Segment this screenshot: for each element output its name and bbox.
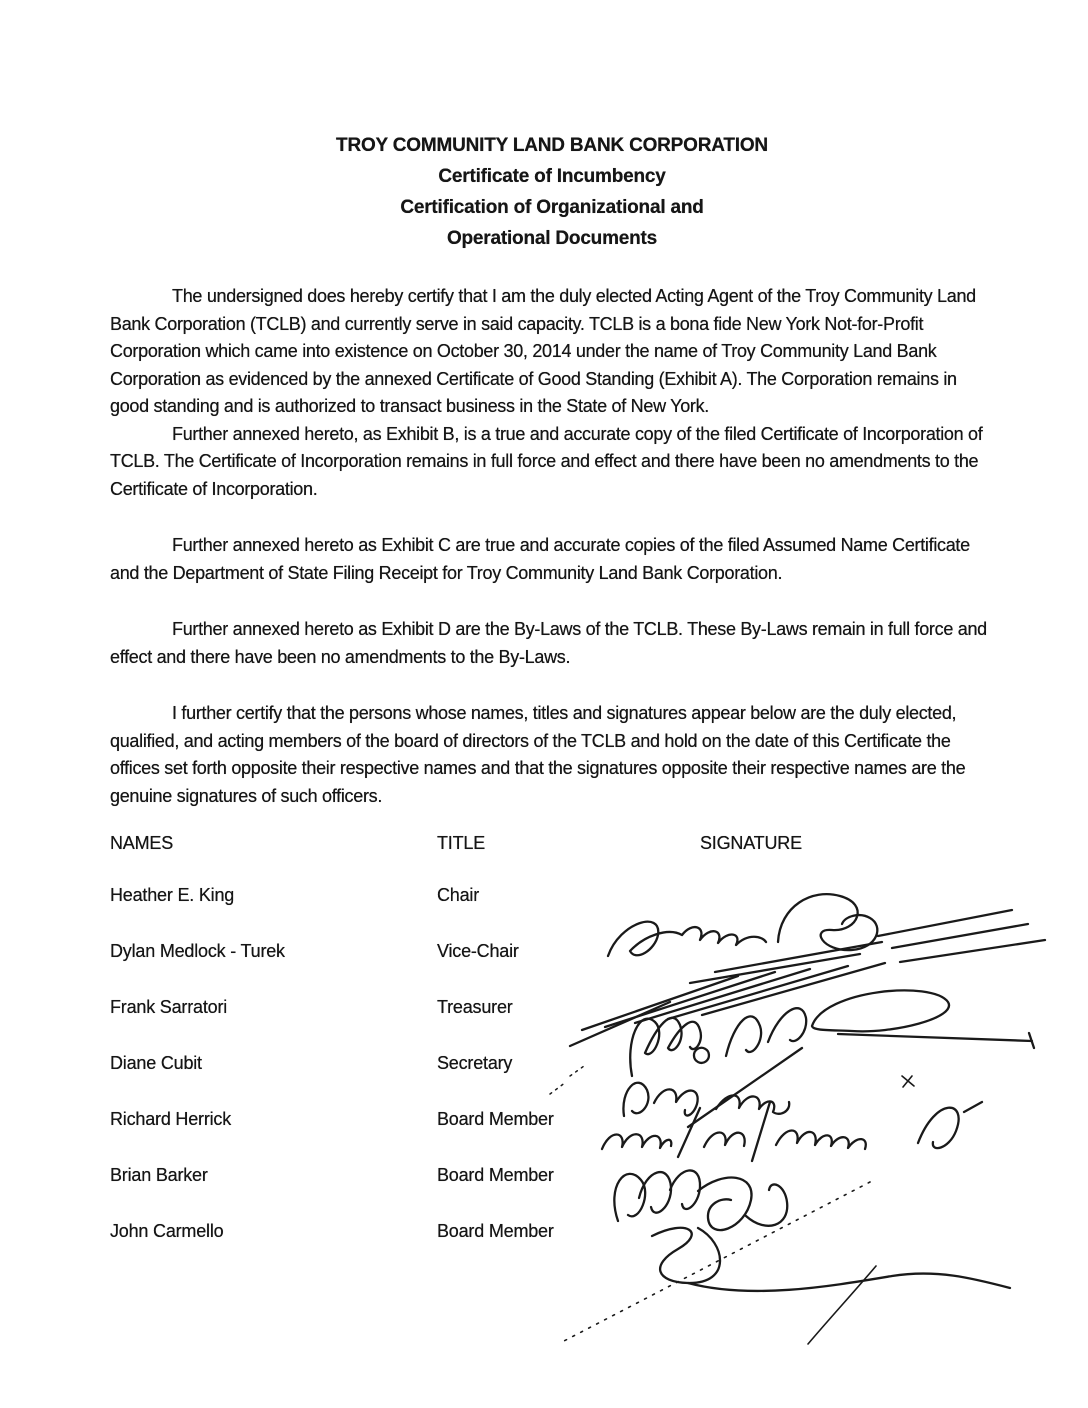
body-paragraph-4: Further annexed hereto as Exhibit D are the By-Laws of the TCLB. These By-Laws remain in full force and effect and there have been no amendments to the By-Laws. <box>110 619 987 667</box>
column-header-names: NAMES <box>110 833 174 853</box>
member-name: Heather E. King <box>110 885 235 905</box>
document-content <box>110 0 994 1277</box>
member-name: John Carmello <box>110 1221 224 1241</box>
member-name: Frank Sarratori <box>110 997 228 1017</box>
officer-table <box>110 833 994 1277</box>
column-header-title: TITLE <box>437 833 486 853</box>
member-name: Brian Barker <box>110 1165 208 1185</box>
table-row <box>110 1221 994 1277</box>
column-header-signature: SIGNATURE <box>700 833 802 853</box>
signature-stroke <box>808 1266 876 1344</box>
member-name: Diane Cubit <box>110 1053 202 1073</box>
document-title <box>110 130 994 254</box>
body-paragraph-3: Further annexed hereto as Exhibit C are true and accurate copies of the filed Assumed Name Certificate and the Department of State Filing Receipt for Troy Community Land Bank Corporation. <box>110 535 970 583</box>
member-title: Board Member <box>437 1165 554 1185</box>
member-title: Treasurer <box>437 997 513 1017</box>
table-row <box>110 1109 994 1165</box>
table-row <box>110 941 994 997</box>
member-name: Dylan Medlock - Turek <box>110 941 285 961</box>
body-paragraph-5: I further certify that the persons whose names, titles and signatures appear below are the duly elected, qualified, and acting members of the board of directors of the TCLB and hold on the date of this Certificate the offices set forth opposite their respective names and that the signatures opposite their respective names are the genuine signatures of such officers. <box>110 703 966 806</box>
document-body <box>110 283 994 810</box>
title-line-certificate: Certificate of Incumbency <box>438 166 666 187</box>
member-name: Richard Herrick <box>110 1109 232 1129</box>
member-title: Chair <box>437 885 480 905</box>
member-title: Vice-Chair <box>437 941 519 961</box>
table-row <box>110 1165 994 1221</box>
officer-table-header <box>110 833 994 885</box>
table-row <box>110 997 994 1053</box>
body-paragraph-1: The undersigned does hereby certify that I am the duly elected Acting Agent of the Troy Community Land Bank Corporation (TCLB) and currently serve in said capacity. TCLB is a bona fide New York Not-for-Profit Corporation which came into existence on October 30, 2014 under the name of Troy Community Land Bank Corporation as evidenced by the annexed Certificate of Good Standing (Exhibit A). The Corporation remains in good standing and is authorized to transact business in the State of New York. <box>110 286 976 416</box>
title-line-corporation: TROY COMMUNITY LAND BANK CORPORATION <box>336 135 768 156</box>
title-line-operational: Operational Documents <box>446 228 658 249</box>
member-title: Board Member <box>437 1221 554 1241</box>
member-title: Board Member <box>437 1109 554 1129</box>
table-row <box>110 885 994 941</box>
table-row <box>110 1053 994 1109</box>
member-title: Secretary <box>437 1053 513 1073</box>
title-line-certification: Certification of Organizational and <box>400 197 704 218</box>
body-paragraph-2: Further annexed hereto, as Exhibit B, is a true and accurate copy of the filed Certificate of Incorporation of TCLB. The Certificate of Incorporation remains in full force and effect and there have been no amendments to the Certificate of Incorporation. <box>110 423 983 499</box>
